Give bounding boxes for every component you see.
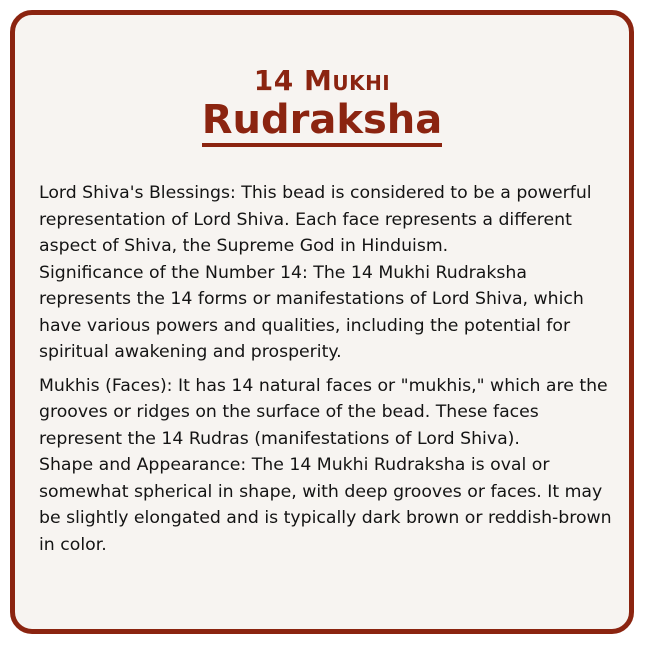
title-line-1: 14 Mukhi: [253, 64, 391, 97]
paragraph-significance: Significance of the Number 14: The 14 Mukhi Rudraksha represents the 14 forms or manifestations of Lord Shiva, which have various powers and qualities, including the potential for spiritual awakening and prosperity.: [39, 262, 584, 362]
paragraph-shape: Shape and Appearance: The 14 Mukhi Rudraksha is oval or somewhat spherical in shape, with deep grooves or faces. It may be slightly elongated and is typically dark brown or reddish-brown in color.: [39, 455, 612, 555]
info-card: [10, 10, 634, 634]
paragraph-mukhis: Mukhis (Faces): It has 14 natural faces or "mukhis," which are the grooves or ridges on the surface of the bead. These faces represent the 14 Rudras (manifestations of Lord Shiva).: [39, 375, 608, 449]
title-line-2: Rudraksha: [202, 97, 443, 147]
paragraph-blessings: Lord Shiva's Blessings: This bead is considered to be a powerful representation of Lord Shiva. Each face represents a different aspect of Shiva, the Supreme God in Hinduism.: [39, 183, 592, 256]
title-block: [15, 65, 629, 147]
description-body: [39, 180, 624, 558]
